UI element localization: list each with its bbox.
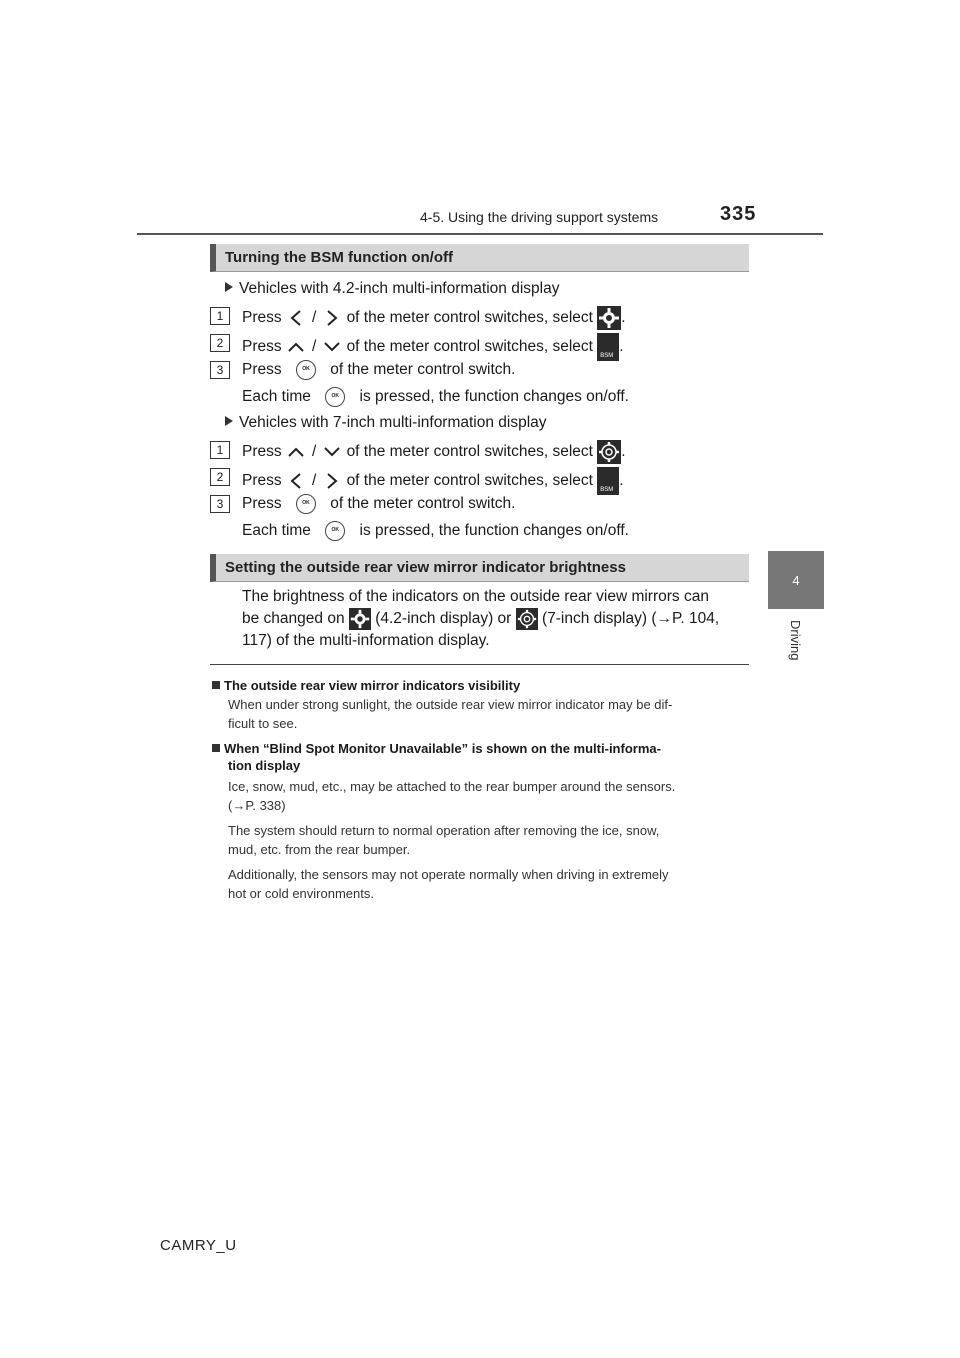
- step-number: 2: [210, 468, 230, 486]
- ok-button-icon: OK: [325, 387, 345, 407]
- chapter-label-text: Driving: [788, 620, 803, 661]
- group-heading-text: Vehicles with 4.2-inch multi-information display: [239, 280, 560, 297]
- each-time-post: is pressed, the function changes on/off.: [359, 522, 629, 540]
- group-heading-text: Vehicles with 7-inch multi-information display: [239, 414, 547, 431]
- note-heading-line: [212, 740, 748, 757]
- note-heading-text: The outside rear view mirror indicators visibility: [224, 678, 521, 693]
- bsm-icon: [597, 467, 619, 495]
- step-post: of the meter control switches, select: [346, 309, 593, 327]
- ok-button-icon: OK: [296, 494, 316, 514]
- section-title-text: Turning the BSM function on/off: [225, 249, 454, 266]
- section-title-brightness: [210, 554, 749, 582]
- brightness-paragraph: [242, 586, 747, 652]
- note-line: ficult to see.: [228, 716, 298, 731]
- text: be changed on: [242, 610, 345, 628]
- arrow-right-icon: →: [232, 798, 246, 813]
- group-heading-4-2-inch: [225, 280, 559, 298]
- chapter-tab: 4: [768, 551, 824, 609]
- step-end: .: [619, 338, 624, 356]
- slash: /: [311, 338, 317, 356]
- note-line: [228, 796, 748, 815]
- triangle-bullet-icon: [225, 282, 233, 292]
- note-line: Ice, snow, mud, etc., may be attached to the rear bumper around the sensors.: [228, 779, 676, 794]
- note-heading: [212, 740, 748, 774]
- step-text: [242, 440, 626, 464]
- step-post: of the meter control switches, select: [346, 443, 593, 461]
- step-post: of the meter control switch.: [330, 495, 516, 513]
- ok-button-icon: OK: [296, 360, 316, 380]
- chevron-up-icon: [286, 338, 306, 356]
- note-line: The system should return to normal operation after removing the ice, snow,: [228, 823, 660, 838]
- step-text: [242, 360, 515, 380]
- note-body: [228, 695, 748, 733]
- step-end: .: [619, 472, 624, 490]
- step-post: of the meter control switches, select: [346, 472, 593, 490]
- text: (7-inch display) (: [541, 610, 657, 628]
- each-time-text: [242, 521, 629, 541]
- square-bullet-icon: [212, 681, 220, 689]
- note-line: When under strong sunlight, the outside rear view mirror indicator may be dif-: [228, 697, 673, 712]
- step-number: 1: [210, 307, 230, 325]
- step-end: .: [621, 443, 626, 461]
- triangle-bullet-icon: [225, 416, 233, 426]
- step-text: [242, 333, 624, 361]
- text: P. 338): [245, 798, 286, 813]
- step-pre: Press: [242, 443, 282, 461]
- running-header-section: 4-5. Using the driving support systems: [420, 209, 659, 225]
- note-body: [228, 777, 748, 903]
- bsm-icon-text: BSM: [600, 487, 614, 493]
- step-text: [242, 494, 515, 514]
- footer-model: CAMRY_U: [160, 1237, 237, 1254]
- ok-button-icon: OK: [325, 521, 345, 541]
- bsm-icon-text: BSM: [600, 353, 614, 359]
- chevron-left-icon: [286, 472, 306, 490]
- each-time-pre: Each time: [242, 522, 311, 540]
- step-pre: Press: [242, 472, 282, 490]
- step-pre: Press: [242, 309, 282, 327]
- section-title-text: Setting the outside rear view mirror indicator brightness: [225, 559, 626, 576]
- note-heading-line: tion display: [228, 758, 301, 773]
- step-number: 1: [210, 441, 230, 459]
- settings-gear-icon: [597, 440, 621, 464]
- note-line: mud, etc. from the rear bumper.: [228, 842, 411, 857]
- section-title-bsm: [210, 244, 749, 272]
- chevron-right-icon: [322, 309, 342, 327]
- slash: /: [311, 472, 317, 490]
- slash: /: [311, 309, 317, 327]
- each-time-post: is pressed, the function changes on/off.: [359, 388, 629, 406]
- chevron-down-icon: [322, 338, 342, 356]
- chevron-left-icon: [286, 309, 306, 327]
- header-rule: [137, 233, 823, 235]
- step-text: [242, 467, 624, 495]
- step-post: of the meter control switch.: [330, 361, 516, 379]
- each-time-text: [242, 387, 629, 407]
- settings-gear-icon: [597, 306, 621, 330]
- note-heading: [212, 677, 748, 694]
- arrow-right-icon: →: [656, 610, 672, 628]
- chevron-down-icon: [322, 443, 342, 461]
- settings-gear-icon: [349, 608, 371, 630]
- step-end: .: [621, 309, 626, 327]
- step-pre: Press: [242, 361, 282, 379]
- step-pre: Press: [242, 338, 282, 356]
- slash: /: [311, 443, 317, 461]
- square-bullet-icon: [212, 744, 220, 752]
- divider: [210, 664, 749, 665]
- paragraph-line: The brightness of the indicators on the outside rear view mirrors can: [242, 588, 709, 605]
- each-time-pre: Each time: [242, 388, 311, 406]
- page-number: 335: [720, 203, 757, 225]
- chevron-up-icon: [286, 443, 306, 461]
- step-number: 3: [210, 361, 230, 379]
- step-number: 3: [210, 495, 230, 513]
- chevron-right-icon: [322, 472, 342, 490]
- text: (: [228, 798, 233, 813]
- paragraph-line: [242, 608, 747, 630]
- step-number: 2: [210, 334, 230, 352]
- note-line: Additionally, the sensors may not operate normally when driving in extremely: [228, 867, 669, 882]
- text: P. 104,: [672, 610, 720, 628]
- settings-gear-icon: [516, 608, 538, 630]
- group-heading-7-inch: [225, 414, 547, 432]
- step-pre: Press: [242, 495, 282, 513]
- paragraph-line: 117) of the multi-information display.: [242, 632, 490, 650]
- bsm-icon: [597, 333, 619, 361]
- note-line: hot or cold environments.: [228, 886, 374, 901]
- text: (4.2-inch display) or: [375, 610, 512, 628]
- step-post: of the meter control switches, select: [346, 338, 593, 356]
- note-heading-text: When “Blind Spot Monitor Unavailable” is shown on the multi-informa-: [224, 741, 661, 756]
- step-text: [242, 306, 626, 330]
- chapter-label: [770, 620, 820, 680]
